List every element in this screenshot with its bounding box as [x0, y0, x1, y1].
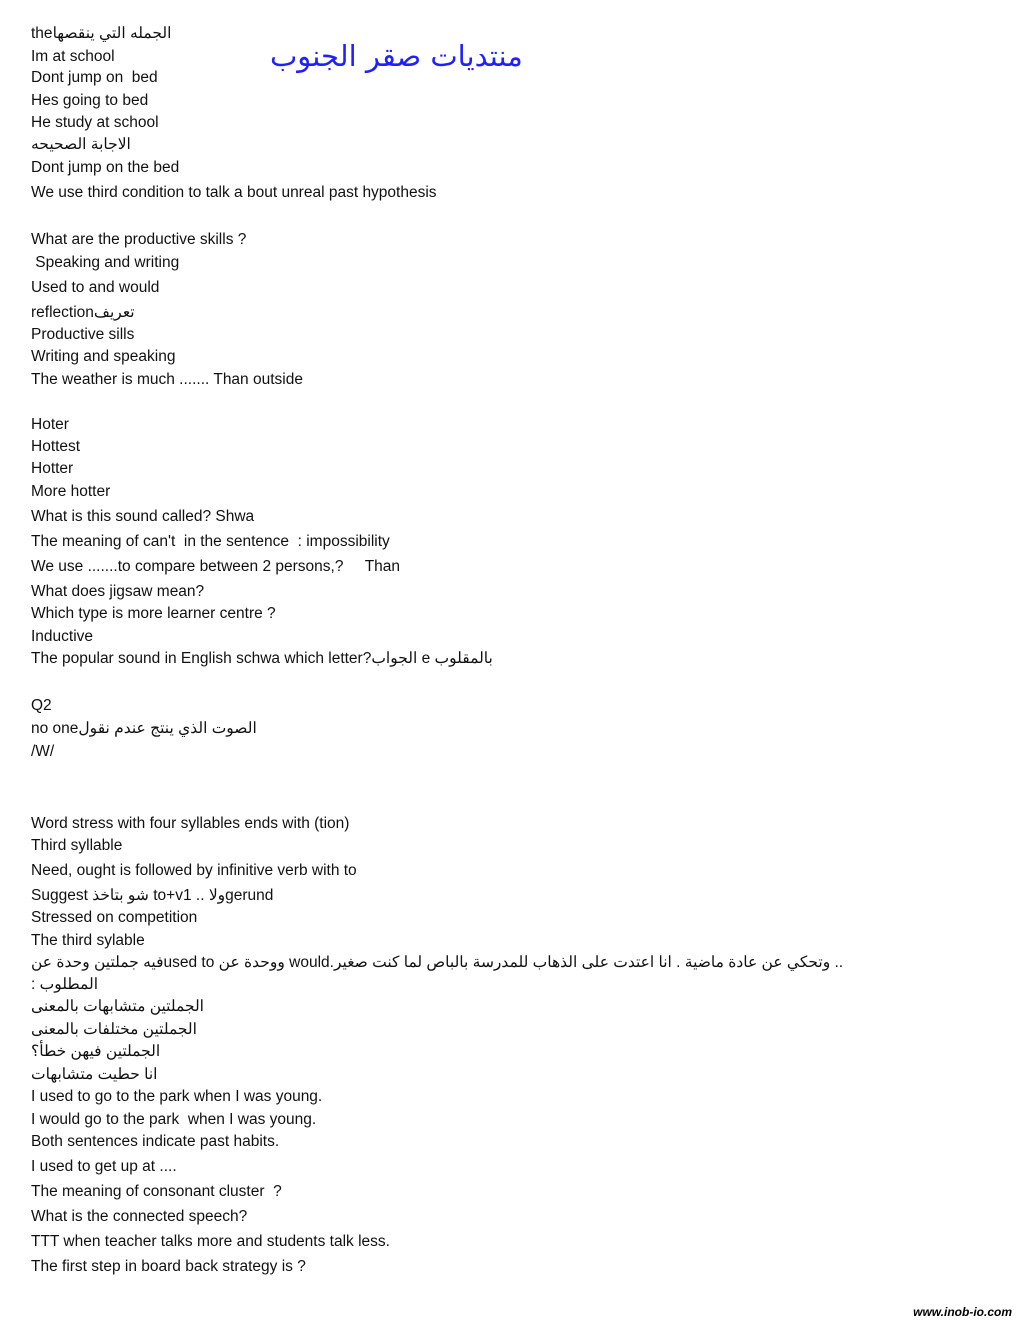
- text-line: The popular sound in English schwa which letter?الجواب e بالمقلوب: [31, 650, 493, 667]
- text-line: Used to and would: [31, 279, 160, 296]
- text-line: Dont jump on the bed: [31, 159, 180, 176]
- text-line: .. وتحكي عن عادة ماضية . انا اعتدت على الذهاب للمدرسة بالباص لما كنت صغير.would ووحدة عن used toفيه جملتين وحدة عن: [31, 954, 844, 971]
- text-line: What does jigsaw mean?: [31, 583, 205, 600]
- text-line: الجمله التي ينقصهاthe: [31, 25, 172, 42]
- text-line: Hoter: [31, 416, 69, 433]
- text-line: الجملتين فيهن خطأ؟: [31, 1043, 161, 1060]
- text-line: What is the connected speech?: [31, 1208, 248, 1225]
- forum-watermark: منتديات صقر الجنوب: [270, 39, 523, 73]
- text-line: He study at school: [31, 114, 159, 131]
- text-line: /W/: [31, 743, 55, 760]
- text-line: تعريفreflection: [31, 304, 139, 321]
- text-line: Speaking and writing: [31, 254, 180, 271]
- text-line: Stressed on competition: [31, 909, 198, 926]
- text-line: Inductive: [31, 628, 94, 645]
- text-line: The meaning of consonant cluster ?: [31, 1183, 282, 1200]
- text-line: Productive sills: [31, 326, 135, 343]
- text-line: I used to get up at ....: [31, 1158, 177, 1175]
- text-line: Hes going to bed: [31, 92, 149, 109]
- text-line: The weather is much ....... Than outside: [31, 371, 303, 388]
- text-line: Hotter: [31, 460, 74, 477]
- text-line: We use .......to compare between 2 persons,? Than: [31, 558, 401, 575]
- text-line: Word stress with four syllables ends with (tion): [31, 815, 350, 832]
- text-line: Suggest شو بتاخذ to+v1 .. ولاgerund: [31, 887, 274, 904]
- text-line: Dont jump on bed: [31, 69, 158, 86]
- text-line: الاجابة الصحيحه: [31, 136, 131, 153]
- text-line: Im at school: [31, 48, 115, 65]
- text-line: I used to go to the park when I was young.: [31, 1088, 323, 1105]
- text-line: Which type is more learner centre ?: [31, 605, 276, 622]
- text-line: The meaning of can't in the sentence : impossibility: [31, 533, 390, 550]
- text-line: Third syllable: [31, 837, 123, 854]
- text-line: We use third condition to talk a bout unreal past hypothesis: [31, 184, 437, 201]
- text-line: الصوت الذي ينتج عندم نقولno one: [31, 720, 262, 737]
- text-line: What are the productive skills ?: [31, 231, 247, 248]
- text-line: Hottest: [31, 438, 81, 455]
- text-line: More hotter: [31, 483, 111, 500]
- text-line: Writing and speaking: [31, 348, 176, 365]
- text-line: I would go to the park when I was young.: [31, 1111, 317, 1128]
- text-line: الجملتين متشابهات بالمعنى: [31, 998, 204, 1015]
- text-line: What is this sound called? Shwa: [31, 508, 255, 525]
- text-line: TTT when teacher talks more and students talk less.: [31, 1233, 390, 1250]
- text-line: The first step in board back strategy is ?: [31, 1258, 306, 1275]
- footer-url: www.inob-io.com: [913, 1305, 1012, 1319]
- text-line: انا حطيت متشابهات: [31, 1066, 158, 1083]
- text-line: Q2: [31, 697, 52, 714]
- text-line: The third sylable: [31, 932, 145, 949]
- text-line: الجملتين مختلفات بالمعنى: [31, 1021, 197, 1038]
- text-line: Both sentences indicate past habits.: [31, 1133, 280, 1150]
- text-line: المطلوب :: [31, 976, 99, 993]
- text-line: Need, ought is followed by infinitive verb with to: [31, 862, 357, 879]
